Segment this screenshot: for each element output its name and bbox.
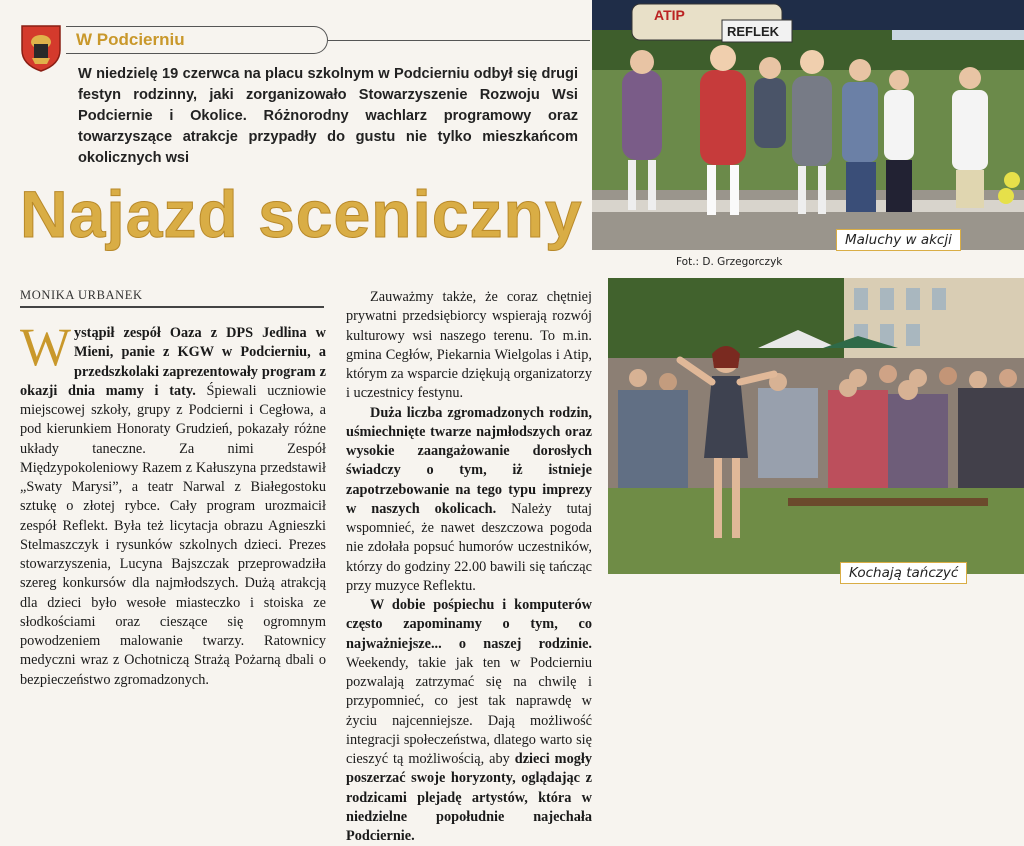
paragraph-4-bold-end: dzieci mogły poszerzać swoje horyzonty, oglądając z rodzicami plejadę artystów, która w niedzielne popołudnie najechała Podciernie.	[346, 751, 592, 844]
author-byline: MONIKA URBANEK	[20, 288, 143, 302]
photo-credit: Fot.: D. Grzegorczyk	[676, 256, 783, 268]
photo-stage-kids	[592, 0, 1024, 250]
photo-caption-bottom: Kochają tańczyć	[840, 562, 967, 584]
photo-dancing-crowd	[608, 278, 1024, 574]
crest-icon	[20, 24, 62, 72]
paragraph-4-bold: W dobie pośpiechu i komputerów często zapominamy o tym, co najważniejsze... o naszej rodzinie.	[346, 597, 592, 652]
article-column-1	[20, 317, 326, 690]
author-rule	[20, 306, 324, 308]
paragraph-1-bold: ystąpił zespół Oaza z DPS Jedlina w Mieni, panie z KGW w Podcierniu, a przedszkolaki zaprezentowały program z okazji dnia mamy i taty.	[20, 325, 326, 399]
paragraph-3-bold: Duża liczba zgromadzonych rodzin, uśmiechnięte twarze najmłodszych oraz wysokie zaangażowanie dorosłych świadczy o tym, iż istnieje zapotrzebowanie na tego typu imprezy w naszych okolicach.	[346, 404, 592, 517]
article-column-2	[346, 288, 592, 846]
section-title: W Podcierniu	[76, 30, 185, 49]
paragraph-1-text: Śpiewali uczniowie miejscowej szkoły, grupy z Podcierni i Cegłowa, a pod kierunkiem Honoraty Grudzień, pokazały różne układy taneczne. Za nimi Zespół Międzypokoleniowy Razem z Kałuszyna przedstawił „Swaty Marysi”, a teatr Narwal z Białegostoku sztukę o złotej rybce. Cały program urozmaicił zespół Reflekt. Była też licytacja obrazu Agnieszki Stelmaszczyk i rysunków szkolnych dzieci. Prezes stowarzyszenia, Lucyna Bajszczak przeprowadziła szereg konkursów dla najmłodszych. Dużą atrakcją dla dzieci było wesołe miasteczko i stoiska ze słodkościami oraz cieszące się ogromnym powodzeniem malowanie twarzy. Ratownicy medyczni wraz z Ochotniczą Strażą Pożarną dbali o bezpieczeństwo zgromadzonych.	[20, 382, 326, 688]
section-rule	[328, 40, 590, 41]
paragraph-3-text: Należy tutaj wspomnieć, że nawet deszczowa pogoda nie zdołała popsuć humorów uczestników, którzy do godziny 22.00 bawili się tańcząc przy muzyce Reflektu.	[346, 500, 592, 594]
lead-paragraph: W niedzielę 19 czerwca na placu szkolnym w Podcierniu odbył się drugi festyn rodzinny, jaki zorganizowało Stowarzyszenie Rozwoju Wsi Podciernie i Okolice. Różnorodny wachlarz programowy oraz towarzyszące atrakcje przypadły do gustu nie tylko mieszkańcom okolicznych wsi	[78, 66, 578, 166]
paragraph-4	[346, 596, 592, 846]
banner-text-2: REFLEK	[727, 24, 779, 39]
banner-text: ATIP	[654, 7, 685, 23]
paragraph-1	[20, 317, 326, 690]
paragraph-2: Zauważmy także, że coraz chętniej prywatni przedsiębiorcy wspierają rozwój kulturowy wsi naszego terenu. To m.in. gmina Cegłów, Piekarnia Wielgolas i Atip, którym za wsparcie dziękują organizatorzy i uczestnicy festynu.	[346, 289, 592, 402]
drop-cap: W	[20, 317, 71, 377]
paragraph-3	[346, 404, 592, 597]
article-title: Najazd sceniczny	[20, 177, 583, 251]
section-tab	[66, 26, 328, 54]
photo-caption-top: Maluchy w akcji	[836, 229, 961, 251]
paragraph-4-text: Weekendy, takie jak ten w Podcierniu pozwalają zatrzymać się na chwilę i przypomnieć, co jest tak naprawdę w życiu najcenniejsze. Dają możliwość integracji społeczeństwa, dlatego warto się cieszyć tą możliwością, aby	[346, 654, 592, 767]
